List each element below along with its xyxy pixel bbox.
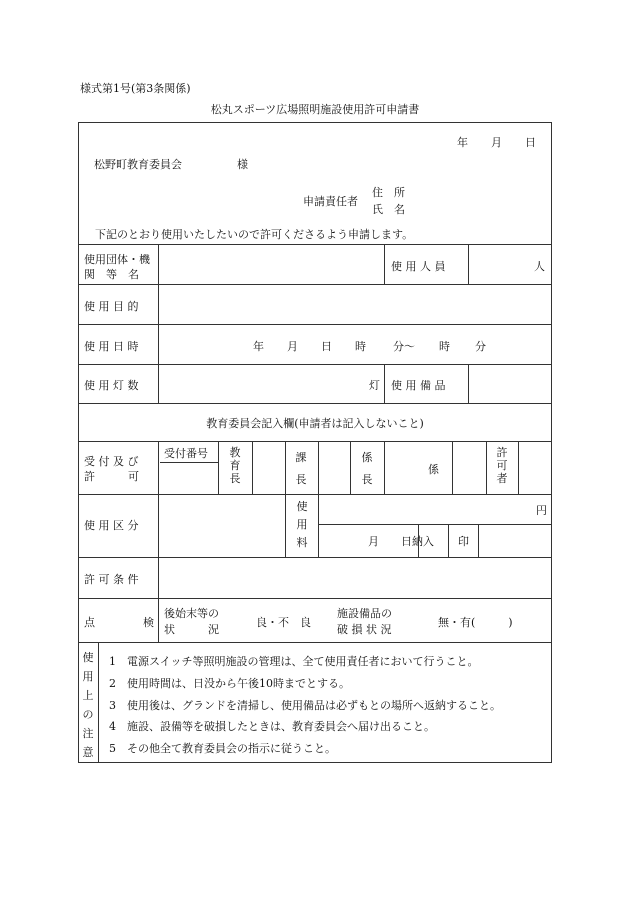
datetime-label: 使 用 日 時 — [84, 340, 139, 353]
approver-label: 許可者 — [496, 446, 508, 485]
datetime-month: 月 — [287, 340, 298, 353]
org-label-line1: 使用団体・機 — [84, 253, 150, 266]
cell-divider — [160, 462, 218, 463]
superintendent-label: 教育長 — [229, 446, 241, 485]
receipt-number-label: 受付番号 — [164, 447, 208, 460]
cell-divider — [486, 441, 487, 494]
fee-unit: 円 — [536, 504, 547, 517]
cleanup-label-line1: 後始末等の — [164, 607, 219, 620]
damage-value: 無・有( ) — [438, 616, 513, 629]
row-divider — [78, 441, 552, 442]
inspection-label-first: 点 — [84, 616, 95, 629]
cell-divider — [452, 441, 453, 494]
usage-category-label: 使 用 区 分 — [84, 519, 139, 532]
cell-divider — [218, 441, 219, 494]
table-border-top — [78, 122, 552, 123]
address-label: 住 所 — [372, 186, 405, 199]
equipment-label: 使 用 備 品 — [391, 379, 446, 392]
cell-divider — [468, 244, 469, 284]
cell-divider — [285, 441, 286, 557]
section-chief-label: 課長 — [295, 451, 307, 486]
list-item: 4 施設、設備等を破損したときは、教育委員会へ届け出ること。 — [109, 720, 435, 733]
date-year: 年 — [457, 136, 468, 149]
honorific: 様 — [237, 158, 248, 171]
row-divider — [78, 403, 552, 404]
request-text: 下記のとおり使用いたしたいので許可くださるよう申請します。 — [95, 228, 414, 241]
lights-label: 使 用 灯 数 — [84, 379, 139, 392]
row-divider — [78, 494, 552, 495]
row-divider — [78, 642, 552, 643]
receipt-label-line2: 許 可 — [84, 470, 139, 483]
table-border-bottom — [78, 762, 552, 763]
page-title: 松丸スポーツ広場照明施設使用許可申請書 — [210, 103, 420, 116]
subsection-chief-label: 係長 — [361, 451, 373, 486]
people-unit: 人 — [534, 260, 545, 273]
cleanup-label-line2: 状 況 — [164, 623, 219, 636]
fee-label: 使用料 — [296, 500, 308, 549]
datetime-hour: 時 — [355, 340, 366, 353]
purpose-label: 使 用 目 的 — [84, 300, 139, 313]
cell-divider — [518, 441, 519, 494]
cell-divider — [448, 524, 449, 557]
paid-month: 月 — [368, 535, 379, 548]
row-divider — [78, 557, 552, 558]
label-column-divider — [158, 441, 159, 642]
lights-unit: 灯 — [369, 379, 380, 392]
datetime-day: 日 — [321, 340, 332, 353]
office-section-title: 教育委員会記入欄(申請者は記入しないこと) — [206, 417, 424, 430]
list-item: 2 使用時間は、日没から午後10時までとする。 — [109, 677, 350, 690]
cell-divider — [478, 524, 479, 557]
row-divider — [78, 598, 552, 599]
form-number: 様式第1号(第3条関係) — [80, 82, 191, 95]
datetime-minute-from: 分〜 — [393, 340, 415, 353]
list-item: 1 電源スイッチ等照明施設の管理は、全て使用責任者において行うこと。 — [109, 655, 479, 668]
applicant-label: 申請責任者 — [303, 195, 358, 208]
org-label-line2: 関 等 名 — [84, 268, 139, 281]
list-item: 3 使用後は、グランドを清掃し、使用備品は必ずもとの場所へ返納すること。 — [109, 699, 501, 712]
staff-label: 係 — [428, 463, 439, 476]
datetime-year: 年 — [253, 340, 264, 353]
damage-label-line1: 施設備品の — [337, 607, 392, 620]
conditions-label: 許 可 条 件 — [84, 573, 139, 586]
name-label: 氏 名 — [372, 203, 405, 216]
addressee: 松野町教育委員会 — [94, 158, 182, 171]
cell-divider — [350, 441, 351, 494]
date-day: 日 — [525, 136, 536, 149]
cell-divider — [468, 364, 469, 403]
cell-divider — [318, 524, 552, 525]
list-item: 5 その他全て教育委員会の指示に従うこと。 — [109, 742, 336, 755]
row-divider — [78, 364, 552, 365]
row-divider — [78, 284, 552, 285]
date-month: 月 — [491, 136, 502, 149]
datetime-minute-to: 分 — [475, 340, 486, 353]
row-divider — [78, 324, 552, 325]
cell-divider — [252, 441, 253, 494]
notes-label: 使用上の注意 — [82, 651, 94, 759]
cleanup-value: 良・不 良 — [256, 616, 311, 629]
cell-divider — [384, 244, 385, 284]
table-border-right — [551, 122, 552, 763]
cell-divider — [318, 441, 319, 557]
row-divider — [78, 244, 552, 245]
label-column-divider — [158, 244, 159, 404]
notes-label-divider — [98, 642, 99, 762]
people-label: 使 用 人 員 — [391, 260, 446, 273]
cell-divider — [384, 364, 385, 403]
receipt-label-line1: 受 付 及 び — [84, 455, 139, 468]
cell-divider — [384, 441, 385, 494]
damage-label-line2: 破 損 状 況 — [337, 623, 392, 636]
inspection-label-last: 検 — [143, 616, 154, 629]
datetime-hour-to: 時 — [439, 340, 450, 353]
table-border-left — [78, 122, 79, 763]
seal-label: 印 — [458, 535, 469, 548]
paid-day: 日納入 — [401, 535, 434, 548]
